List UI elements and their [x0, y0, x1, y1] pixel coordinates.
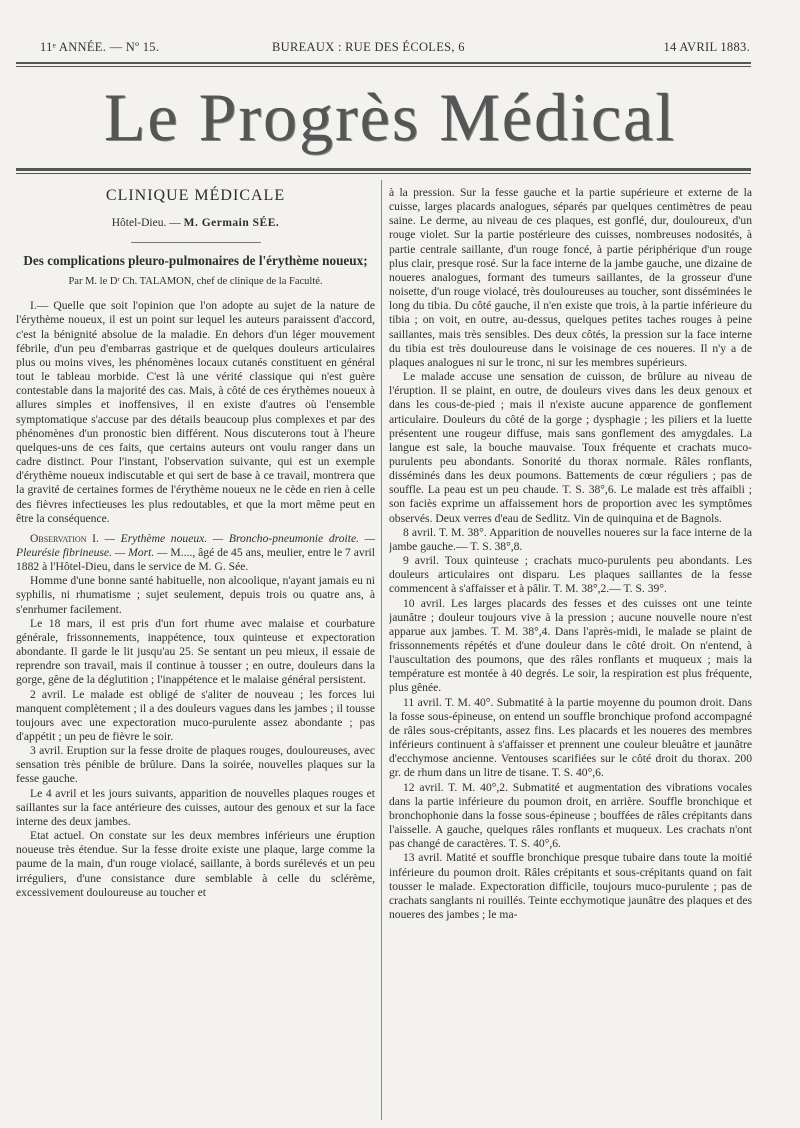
hospital-line	[16, 216, 375, 230]
article-paragraph: 9 avril. Toux quinteuse ; crachats muco-purulents peu abondants. Les douleurs articulaires ont disparu. Les plaques saillantes de la fesse commencent à s'affaisser et à pâlir. T. M. 38°,2.— T. S. 39°.	[389, 554, 752, 596]
left-column	[16, 186, 375, 1121]
article-paragraph: 3 avril. Eruption sur la fesse droite de plaques rouges, douloureuses, avec sensation très pénible de brûlure. Dans la soirée, nouvelles plaques sur la fesse gauche.	[16, 744, 375, 786]
article-paragraph: 12 avril. T. M. 40°,2. Submatité et augmentation des vibrations vocales dans la partie inférieure du poumon droit, en arrière. Souffle bronchique et bronchophonie dans la fosse sous-épineuse ; bouffées de râles crépitants dans l'aisselle. A gauche, quelques râles ronflants et muqueux. Les crachats n'ont pas changé de caractères. T. S. 40°,6.	[389, 780, 752, 851]
observation-label: Observation I.	[30, 531, 99, 545]
article-paragraph: Le 4 avril et les jours suivants, apparition de nouvelles plaques rouges et saillantes sur la face antérieure des cuisses, autour des genoux et sur la face interne des deux jambes.	[16, 786, 375, 828]
header-rule-thin	[16, 66, 751, 67]
issue-date: 14 AVRIL 1883.	[663, 40, 750, 54]
header-rule	[16, 62, 751, 64]
article-paragraph: 2 avril. Le malade est obligé de s'aliter de nouveau ; les forces lui manquent complètement ; il a des douleurs vagues dans les jambes ; il tousse toujours avec une expectoration muco-purulente assez abondante ; pas d'appétit ; un peu de fièvre le soir.	[16, 687, 375, 743]
masthead-rule	[16, 168, 751, 171]
right-column	[389, 186, 752, 1121]
issue-header	[40, 40, 750, 56]
article-paragraph: Le 18 mars, il est pris d'un fort rhume avec malaise et courbature générale, frissonnements, inappétence, toux quinteuse et expectoration abondante. Il garde le lit jusqu'au 25. Se sentant un peu mieux, il essaie de reprendre son travail, mais il continue à tousser ; en outre, douleurs dans la gorge, gêne de la déglutition ; l'inappétence et le malaise général persistent.	[16, 616, 375, 687]
section-title: CLINIQUE MÉDICALE	[105, 187, 286, 204]
article-paragraph: à la pression. Sur la fesse gauche et la partie supérieure et externe de la cuisse, larges placards analogues, séparés par quelques centimètres de peau saine. Le derme, au niveau de ces plaques, est gonflé, dur, douloureux, d'un rouge violet. Sur la partie postérieure des cuisses, nombreuses nodosités, à partie centrale saillante, d'un rouge foncé, à partie périphérique d'un rouge plus clair, presque rosé. Sur la face interne de la jambe gauche, une dizaine de noueres analogues, formant des tumeurs saillantes, de la grosseur d'une noisette, d'un rouge violacé, très douloureuses au toucher, sont disséminées le long du tibia. Du côté gauche, il n'en existe que trois, à la partie inférieure du tibia ; on voit, en outre, au-dessus, quelques petites taches rouges à peine saillantes, mais très sensibles. Des deux côtés, la pression sur la face interne du tibia est très douloureuse dans le voisinage de ces noueres. Il n'y a de plaques analogues ni sur le tronc, ni sur les membres supérieurs.	[389, 186, 752, 369]
article-paragraph: 13 avril. Matité et souffle bronchique presque tubaire dans toute la moitié inférieure du poumon droit. Râles crépitants et sous-crépitants quand on fait tousser le malade. Expectoration difficile, toujours muco-purulente ; pas de crachats sanglants ni rouillés. Teinte ecchymotique jaunâtre des plaques et des noueres des jambes ; le ma-	[389, 851, 752, 921]
article-paragraph: Le malade accuse une sensation de cuisson, de brûlure au niveau de l'éruption. Il se plaint, en outre, de douleurs vives dans les deux genoux et dans les cous-de-pied ; mais il n'existe aucune apparence de gonflement articulaire. Douleurs du côté de la gorge ; dysphagie ; les piliers et la luette présentent une rougeur diffuse, mais sans gonflement des amygdales. La langue est sale, la bouche mauvaise. Toux fréquente et crachats muco-purulents peu abondants. Sonorité du thorax normale. Râles ronflants, disséminés dans les deux poumons. Battements de cœur réguliers ; pas de souffle. La peau est un peu chaude. T. S. 38°,6. Le malade est très affaibli ; son faciès exprime un affaissement hors de proportion avec les symptômes observés. Deux verres d'eau de Sedlitz. Vin de quinquina et de Bagnols.	[389, 370, 752, 525]
physician-name: M. Germain SÉE.	[183, 217, 280, 229]
hospital-prefix: Hôtel-Dieu. —	[111, 217, 184, 229]
article-paragraph: Etat actuel. On constate sur les deux membres inférieurs une éruption noueuse très étendue. Sur la fesse droite existe une plaque, large comme la paume de la main, d'un rouge violacé, saillante, à bords surélevés et un peu irréguliers, d'une consistance dure semblable à celle du sclérème, excessivement douloureuse au toucher et	[16, 829, 375, 899]
article-title: Des complications pleuro-pulmonaires de l'érythème noueux;	[23, 253, 368, 269]
article-byline: Par M. le Dʳ Ch. TALAMON, chef de clinique de la Faculté.	[68, 276, 323, 288]
article-paragraph: 8 avril. T. M. 38°. Apparition de nouvelles noueres sur la face interne de la jambe gauche.— T. S. 38°,8.	[389, 525, 752, 553]
masthead-title: Le Progrès Médical	[103, 79, 677, 155]
article-paragraph: I.— Quelle que soit l'opinion que l'on adopte au sujet de la nature de l'érythème noueux, il est un point sur lequel les auteurs paraissent d'accord, c'est la bénignité absolue de la maladie. En dehors d'un léger mouvement fébrile, d'un peu d'embarras gastrique et de quelques douleurs articulaires plus ou moins vives, les phénomènes locaux cutanés constituent en général tout le tableau morbide. C'est là une vérité classique qui n'est guère contestable dans la majorité des cas. Mais, à côté de ces érythèmes noueux à allures simples et inoffensives, il en existe d'autres où l'ensemble symptomatique s'accuse par des détails beaucoup plus complexes et par des phénomènes d'un pronostic bien différent. Nous discuterons tout à l'heure quelques-uns de ces faits, que certains auteurs ont voulu ranger dans un cadre distinct. Pour l'instant, l'observation suivante, qui est un exemple d'érythème noueux indiscutable et qui sert de base à ce travail, montrera que la gravité de certaines formes de l'érythème noueux ne le cède en rien à celle des fièvres infectieuses les plus redoutables, et que la mort même peut en être la conséquence.	[16, 299, 375, 525]
issue-number: 11ᵉ ANNÉE. — Nº 15.	[40, 40, 160, 54]
office-address: BUREAUX : RUE DES ÉCOLES, 6	[272, 40, 465, 54]
section-separator	[131, 242, 261, 243]
article-paragraph: Homme d'une bonne santé habituelle, non alcoolique, n'ayant jamais eu ni syphilis, ni rhumatisme ; sujet seulement, depuis trois ou quatre ans, à s'enrhumer facilement.	[16, 574, 375, 616]
observation-title: — Erythème noueux. — Broncho-pneumonie droite. — Pleurésie fibrineuse. — Mort. —	[16, 531, 375, 559]
article-paragraph: 10 avril. Les larges placards des fesses et des cuisses ont une teinte jaunâtre ; douleur toujours vive à la pression ; aucune nouvelle noure n'est apparue aux jambes. T. M. 38°,4. Dans l'après-midi, le malade se plaint de frissonnements répétés et d'une douleur dans le côté droit. On n'entend, à l'auscultation des poumons, que des râles ronflants et muqueux ; mais la température est montée à 40 degrés. Le soir, la respiration est plus fréquente, plus gênée.	[389, 596, 752, 695]
masthead-rule-thin	[16, 173, 751, 174]
observation-heading	[16, 532, 375, 574]
column-divider	[381, 180, 382, 1120]
observation-intro: M...., âgé de 45 ans, meulier, entre le 7 avril 1882 à l'Hôtel-Dieu, dans le service de M. G. Sée.	[16, 545, 375, 574]
article-paragraph: 11 avril. T. M. 40°. Submatité à la partie moyenne du poumon droit. Dans la fosse sous-épineuse, on entend un souffle bronchique profond accompagné de râles sous-crépitants, assez fins. Les placards et les noueres des membres inférieurs continuent à s'affaisser et prennent une couleur bleuâtre et jaunâtre d'ecchymose ancienne. Ventouses scarifiées sur le côté droit du thorax. 200 gr. de rhum dans un litre de tisane. T. S. 40°,6.	[389, 695, 752, 780]
